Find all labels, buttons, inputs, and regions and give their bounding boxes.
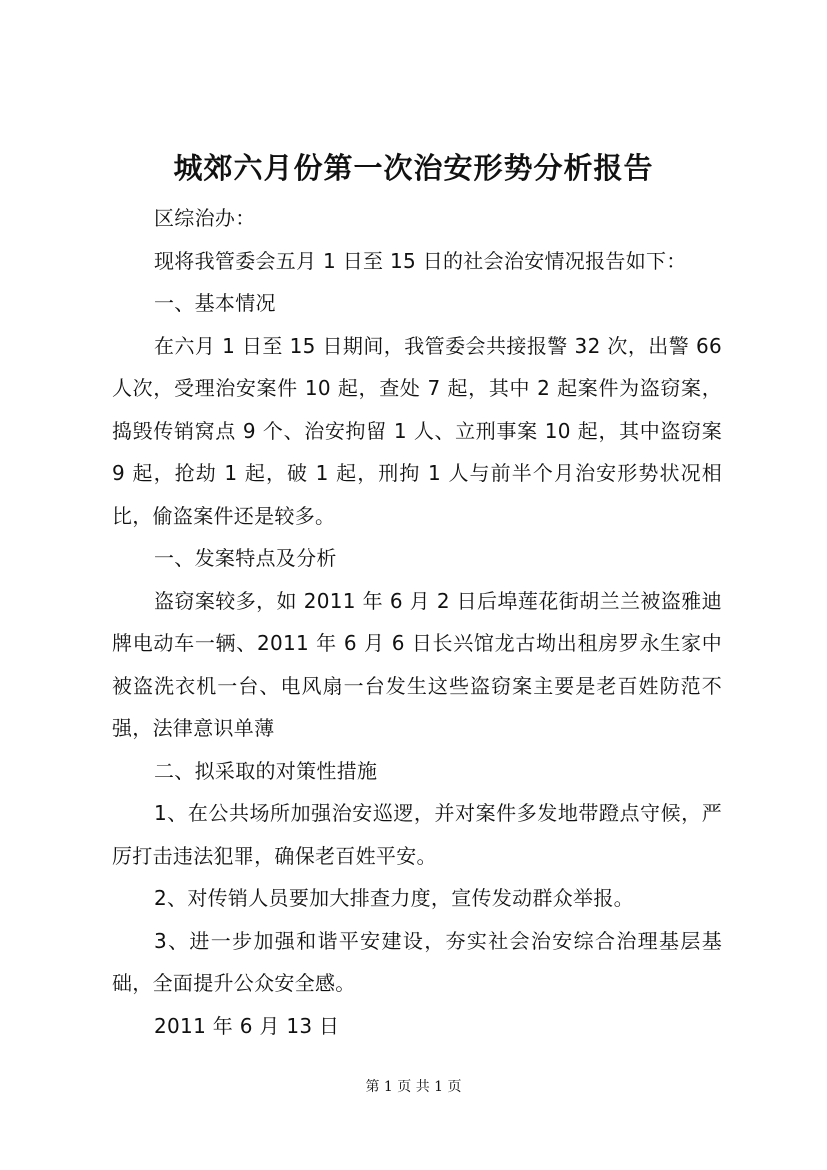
basic-situation-paragraph: 在六月 1 日至 15 日期间，我管委会共接报警 32 次，出警 66 人次，受理治安案件 10 起，查处 7 起，其中 2 起案件为盗窃案，捣毁传销窝点 9 个、治安拘留 1 人、立刑事案 10 起，其中盗窃案 9 起，抢劫 1 起，破 1 起，刑拘 1 人与前半个月治安形势状况相比，偷盗案件还是较多。 (112, 333, 722, 528)
salutation: 区综治办： (154, 206, 256, 230)
section-heading-basic: 一、基本情况 (154, 291, 276, 315)
measure-item-2: 2、对传销人员要加大排查力度，宣传发动群众举报。 (154, 886, 634, 910)
measure-item-1: 1、在公共场所加强治安巡逻，并对案件多发地带蹬点守候，严厉打击违法犯罪，确保老百姓平安。 (112, 801, 722, 868)
intro-paragraph: 现将我管委会五月 1 日至 15 日的社会治安情况报告如下： (154, 248, 687, 273)
document-date: 2011 年 6 月 13 日 (154, 1013, 340, 1038)
section-heading-analysis: 一、发案特点及分析 (154, 546, 337, 570)
section-heading-measures: 二、拟采取的对策性措施 (154, 758, 378, 783)
document-title: 城郊六月份第一次治安形势分析报告 (173, 151, 654, 185)
page-footer: 第 1 页 共 1 页 (365, 1079, 462, 1095)
analysis-paragraph: 盗窃案较多，如 2011 年 6 月 2 日后埠莲花街胡兰兰被盗雅迪牌电动车一辆、2011 年 6 月 6 日长兴馆龙古坳出租房罗永生家中被盗洗衣机一台、电风扇一台发生这些盗窃案主要是老百姓防范不强，法律意识单薄 (112, 588, 722, 740)
document-body (112, 197, 722, 1047)
measure-item-3: 3、进一步加强和谐平安建设，夯实社会治安综合治理基层基础，全面提升公众安全感。 (112, 928, 722, 995)
